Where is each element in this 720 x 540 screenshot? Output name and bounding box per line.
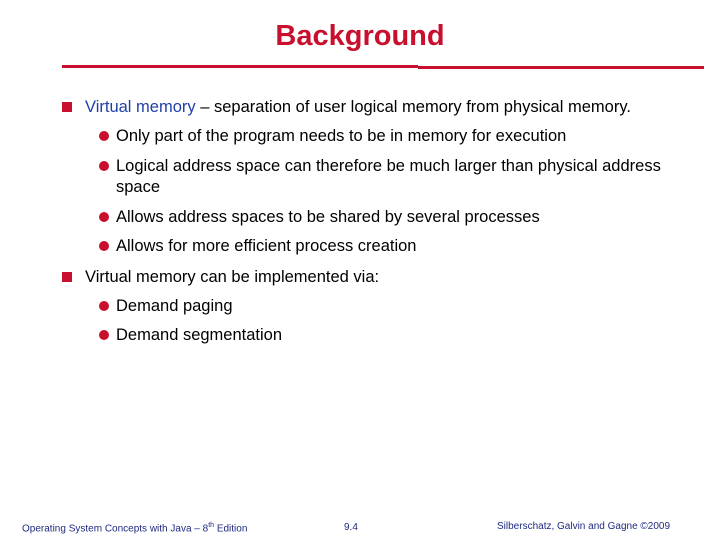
bullet-text: Virtual memory can be implemented via: — [85, 268, 380, 286]
sub-bullet-text: Allows address spaces to be shared by several processes — [116, 208, 540, 226]
round-bullet-icon — [99, 161, 109, 171]
square-bullet-icon — [62, 102, 72, 112]
sub-bullet-text: Demand segmentation — [116, 326, 283, 344]
slide-content — [60, 97, 680, 346]
slide-title: Background — [275, 20, 445, 52]
sub-bullet — [60, 156, 680, 198]
round-bullet-icon — [99, 241, 109, 251]
round-bullet-icon — [99, 301, 109, 311]
sub-bullet-text: Logical address space can therefore be much larger than physical address space — [116, 157, 661, 196]
title-underline-left — [62, 65, 418, 68]
footer-page-number: 9.4 — [344, 522, 358, 533]
footer-book-title: Operating System Concepts with Java – 8th Edition — [22, 522, 248, 535]
bullet-virtual-memory — [60, 97, 680, 118]
round-bullet-icon — [99, 131, 109, 141]
bullet-text: – separation of user logical memory from physical memory. — [195, 98, 631, 116]
sub-bullet-text: Only part of the program needs to be in memory for execution — [116, 127, 567, 145]
footer-authors: Silberschatz, Galvin and Gagne ©2009 — [497, 521, 671, 532]
sub-bullet-text: Allows for more efficient process creation — [116, 237, 417, 255]
bullet-term: Virtual memory — [85, 98, 196, 116]
sub-bullet-text: Demand paging — [116, 297, 233, 315]
bullet-implementation — [60, 267, 680, 288]
sub-bullet — [60, 296, 680, 317]
sub-bullet — [60, 126, 680, 147]
round-bullet-icon — [99, 212, 109, 222]
title-underline-right — [418, 66, 704, 69]
sub-bullet — [60, 325, 680, 346]
square-bullet-icon — [62, 272, 72, 282]
sub-bullet — [60, 207, 680, 228]
sub-bullet — [60, 236, 680, 257]
round-bullet-icon — [99, 330, 109, 340]
